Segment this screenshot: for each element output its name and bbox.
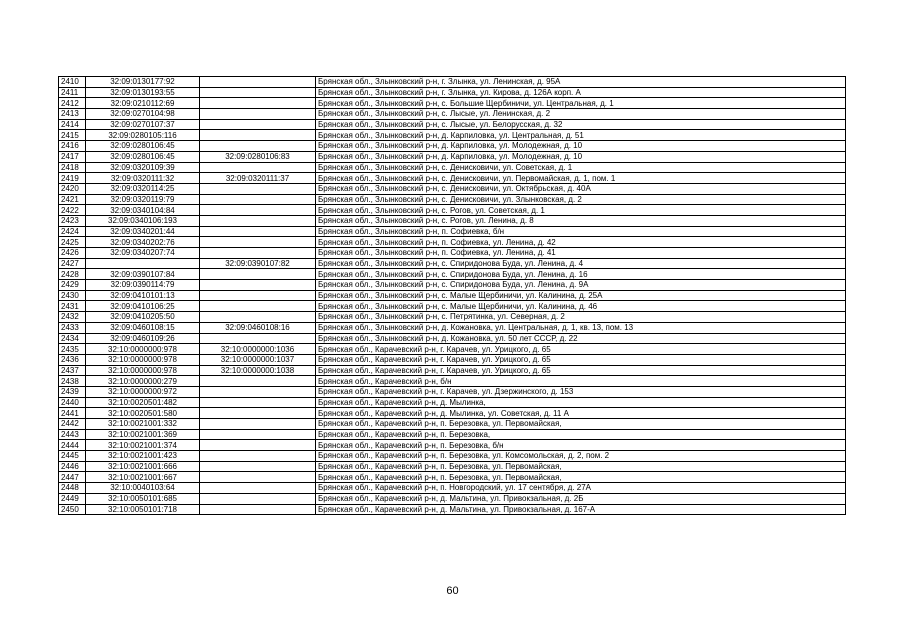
table-row bbox=[59, 151, 846, 162]
address-cell: Брянская обл., Злынковский р-н, с. Петрятинка, ул. Северная, д. 2 bbox=[316, 312, 846, 323]
object-cadastral-number-cell bbox=[200, 333, 316, 344]
cadastral-number-cell: 32:09:0340106:193 bbox=[86, 215, 200, 226]
address-cell: Брянская обл., Карачевский р-н, д. Мальтина, ул. Привокзальная, д. 167-А bbox=[316, 504, 846, 515]
table-row bbox=[59, 226, 846, 237]
address-cell: Брянская обл., Злынковский р-н, п. Софиевка, ул. Ленина, д. 41 bbox=[316, 248, 846, 259]
cadastral-number-cell: 32:09:0280106:45 bbox=[86, 151, 200, 162]
registry-table bbox=[58, 76, 846, 515]
address-cell: Брянская обл., Злынковский р-н, с. Денисковичи, ул. Злынковская, д. 2 bbox=[316, 194, 846, 205]
cadastral-number-cell: 32:10:0021001:667 bbox=[86, 472, 200, 483]
object-cadastral-number-cell bbox=[200, 205, 316, 216]
address-cell: Брянская обл., Злынковский р-н, с. Малые Щербиничи, ул. Калинина, д. 46 bbox=[316, 301, 846, 312]
page-number: 60 bbox=[446, 585, 459, 597]
row-number-cell: 2450 bbox=[59, 504, 86, 515]
table-row bbox=[59, 194, 846, 205]
address-cell: Брянская обл., Злынковский р-н, д. Карпиловка, ул. Молодежная, д. 10 bbox=[316, 151, 846, 162]
object-cadastral-number-cell bbox=[200, 280, 316, 291]
object-cadastral-number-cell bbox=[200, 98, 316, 109]
cadastral-number-cell: 32:09:0410106:25 bbox=[86, 301, 200, 312]
row-number-cell: 2414 bbox=[59, 119, 86, 130]
cadastral-number-cell: 32:09:0460109:26 bbox=[86, 333, 200, 344]
object-cadastral-number-cell: 32:09:0460108:16 bbox=[200, 322, 316, 333]
row-number-cell: 2443 bbox=[59, 429, 86, 440]
row-number-cell: 2449 bbox=[59, 493, 86, 504]
row-number-cell: 2446 bbox=[59, 461, 86, 472]
table-row bbox=[59, 483, 846, 494]
row-number-cell: 2425 bbox=[59, 237, 86, 248]
registry-table-body bbox=[59, 77, 846, 515]
cadastral-number-cell: 32:09:0340104:84 bbox=[86, 205, 200, 216]
cadastral-number-cell: 32:09:0410205:50 bbox=[86, 312, 200, 323]
object-cadastral-number-cell: 32:09:0280106:83 bbox=[200, 151, 316, 162]
table-row bbox=[59, 237, 846, 248]
address-cell: Брянская обл., Злынковский р-н, д. Карпиловка, ул. Молодежная, д. 10 bbox=[316, 141, 846, 152]
table-row bbox=[59, 87, 846, 98]
cadastral-number-cell: 32:10:0000000:978 bbox=[86, 365, 200, 376]
address-cell: Брянская обл., Карачевский р-н, г. Карачев, ул. Дзержинского, д. 153 bbox=[316, 386, 846, 397]
table-row bbox=[59, 109, 846, 120]
address-cell: Брянская обл., Карачевский р-н, д. Мылинка, ул. Советская, д. 11 А bbox=[316, 408, 846, 419]
row-number-cell: 2445 bbox=[59, 451, 86, 462]
row-number-cell: 2416 bbox=[59, 141, 86, 152]
table-row bbox=[59, 472, 846, 483]
object-cadastral-number-cell bbox=[200, 109, 316, 120]
row-number-cell: 2431 bbox=[59, 301, 86, 312]
object-cadastral-number-cell bbox=[200, 440, 316, 451]
cadastral-number-cell: 32:10:0020501:580 bbox=[86, 408, 200, 419]
table-row bbox=[59, 98, 846, 109]
address-cell: Брянская обл., Карачевский р-н, п. Березовка, ул. Первомайская, bbox=[316, 472, 846, 483]
cadastral-number-cell: 32:10:0000000:972 bbox=[86, 386, 200, 397]
object-cadastral-number-cell bbox=[200, 226, 316, 237]
address-cell: Брянская обл., Карачевский р-н, п. Березовка, ул. Первомайская, bbox=[316, 461, 846, 472]
object-cadastral-number-cell bbox=[200, 119, 316, 130]
table-row bbox=[59, 290, 846, 301]
address-cell: Брянская обл., Карачевский р-н, п. Березовка, bbox=[316, 429, 846, 440]
address-cell: Брянская обл., Злынковский р-н, п. Софиевка, ул. Ленина, д. 42 bbox=[316, 237, 846, 248]
object-cadastral-number-cell bbox=[200, 87, 316, 98]
cadastral-number-cell: 32:09:0320109:39 bbox=[86, 162, 200, 173]
table-row bbox=[59, 248, 846, 259]
cadastral-number-cell: 32:10:0021001:666 bbox=[86, 461, 200, 472]
table-row bbox=[59, 333, 846, 344]
object-cadastral-number-cell bbox=[200, 386, 316, 397]
object-cadastral-number-cell bbox=[200, 141, 316, 152]
row-number-cell: 2424 bbox=[59, 226, 86, 237]
cadastral-number-cell: 32:10:0040103:64 bbox=[86, 483, 200, 494]
object-cadastral-number-cell bbox=[200, 312, 316, 323]
cadastral-number-cell: 32:09:0410101:13 bbox=[86, 290, 200, 301]
row-number-cell: 2419 bbox=[59, 173, 86, 184]
address-cell: Брянская обл., Злынковский р-н, с. Спиридонова Буда, ул. Ленина, д. 4 bbox=[316, 258, 846, 269]
cadastral-number-cell: 32:10:0020501:482 bbox=[86, 397, 200, 408]
address-cell: Брянская обл., Злынковский р-н, д. Карпиловка, ул. Центральная, д. 51 bbox=[316, 130, 846, 141]
table-row bbox=[59, 119, 846, 130]
object-cadastral-number-cell bbox=[200, 472, 316, 483]
row-number-cell: 2442 bbox=[59, 419, 86, 430]
cadastral-number-cell: 32:09:0280105:116 bbox=[86, 130, 200, 141]
object-cadastral-number-cell: 32:10:0000000:1037 bbox=[200, 354, 316, 365]
table-row bbox=[59, 344, 846, 355]
row-number-cell: 2415 bbox=[59, 130, 86, 141]
address-cell: Брянская обл., Карачевский р-н, б/н bbox=[316, 376, 846, 387]
row-number-cell: 2428 bbox=[59, 269, 86, 280]
row-number-cell: 2422 bbox=[59, 205, 86, 216]
table-row bbox=[59, 258, 846, 269]
object-cadastral-number-cell bbox=[200, 376, 316, 387]
table-row bbox=[59, 183, 846, 194]
table-row bbox=[59, 215, 846, 226]
object-cadastral-number-cell: 32:09:0390107:82 bbox=[200, 258, 316, 269]
row-number-cell: 2418 bbox=[59, 162, 86, 173]
cadastral-number-cell: 32:09:0340202:76 bbox=[86, 237, 200, 248]
row-number-cell: 2448 bbox=[59, 483, 86, 494]
row-number-cell: 2444 bbox=[59, 440, 86, 451]
cadastral-number-cell: 32:09:0210112:69 bbox=[86, 98, 200, 109]
row-number-cell: 2410 bbox=[59, 77, 86, 88]
object-cadastral-number-cell bbox=[200, 451, 316, 462]
table-row bbox=[59, 365, 846, 376]
cadastral-number-cell: 32:10:0000000:978 bbox=[86, 344, 200, 355]
object-cadastral-number-cell bbox=[200, 183, 316, 194]
table-row bbox=[59, 130, 846, 141]
object-cadastral-number-cell bbox=[200, 397, 316, 408]
table-row bbox=[59, 312, 846, 323]
object-cadastral-number-cell bbox=[200, 301, 316, 312]
cadastral-number-cell: 32:09:0320114:25 bbox=[86, 183, 200, 194]
row-number-cell: 2427 bbox=[59, 258, 86, 269]
table-row bbox=[59, 301, 846, 312]
cadastral-number-cell: 32:09:0130193:55 bbox=[86, 87, 200, 98]
row-number-cell: 2433 bbox=[59, 322, 86, 333]
cadastral-number-cell: 32:10:0000000:279 bbox=[86, 376, 200, 387]
row-number-cell: 2413 bbox=[59, 109, 86, 120]
table-row bbox=[59, 173, 846, 184]
address-cell: Брянская обл., Злынковский р-н, с. Рогов, ул. Ленина, д. 8 bbox=[316, 215, 846, 226]
object-cadastral-number-cell: 32:10:0000000:1038 bbox=[200, 365, 316, 376]
table-row bbox=[59, 397, 846, 408]
object-cadastral-number-cell bbox=[200, 429, 316, 440]
cadastral-number-cell: 32:09:0130177:92 bbox=[86, 77, 200, 88]
cadastral-number-cell: 32:09:0320119:79 bbox=[86, 194, 200, 205]
address-cell: Брянская обл., Карачевский р-н, п. Березовка, ул. Первомайская, bbox=[316, 419, 846, 430]
cadastral-number-cell bbox=[86, 258, 200, 269]
object-cadastral-number-cell bbox=[200, 504, 316, 515]
table-row bbox=[59, 205, 846, 216]
table-row bbox=[59, 77, 846, 88]
row-number-cell: 2411 bbox=[59, 87, 86, 98]
address-cell: Брянская обл., Злынковский р-н, д. Кожановка, ул. Центральная, д. 1, кв. 13, пом. 13 bbox=[316, 322, 846, 333]
object-cadastral-number-cell bbox=[200, 237, 316, 248]
address-cell: Брянская обл., Злынковский р-н, с. Лысые, ул. Ленинская, д. 2 bbox=[316, 109, 846, 120]
row-number-cell: 2423 bbox=[59, 215, 86, 226]
table-row bbox=[59, 162, 846, 173]
address-cell: Брянская обл., Карачевский р-н, д. Мылинка, bbox=[316, 397, 846, 408]
table-row bbox=[59, 376, 846, 387]
cadastral-number-cell: 32:09:0390114:79 bbox=[86, 280, 200, 291]
cadastral-number-cell: 32:10:0000000:978 bbox=[86, 354, 200, 365]
cadastral-number-cell: 32:09:0270107:37 bbox=[86, 119, 200, 130]
address-cell: Брянская обл., Злынковский р-н, с. Денисковичи, ул. Советская, д. 1 bbox=[316, 162, 846, 173]
row-number-cell: 2426 bbox=[59, 248, 86, 259]
row-number-cell: 2439 bbox=[59, 386, 86, 397]
table-row bbox=[59, 419, 846, 430]
address-cell: Брянская обл., Злынковский р-н, г. Злынка, ул. Кирова, д. 126А корп. А bbox=[316, 87, 846, 98]
table-row bbox=[59, 461, 846, 472]
object-cadastral-number-cell bbox=[200, 130, 316, 141]
row-number-cell: 2429 bbox=[59, 280, 86, 291]
address-cell: Брянская обл., Злынковский р-н, с. Рогов, ул. Советская, д. 1 bbox=[316, 205, 846, 216]
cadastral-number-cell: 32:10:0021001:332 bbox=[86, 419, 200, 430]
address-cell: Брянская обл., Карачевский р-н, г. Карачев, ул. Урицкого, д. 65 bbox=[316, 344, 846, 355]
address-cell: Брянская обл., Карачевский р-н, п. Новгородский, ул. 17 сентября, д. 27А bbox=[316, 483, 846, 494]
address-cell: Брянская обл., Злынковский р-н, д. Кожановка, ул. 50 лет СССР, д. 22 bbox=[316, 333, 846, 344]
row-number-cell: 2432 bbox=[59, 312, 86, 323]
address-cell: Брянская обл., Злынковский р-н, с. Денисковичи, ул. Первомайская, д. 1, пом. 1 bbox=[316, 173, 846, 184]
cadastral-number-cell: 32:10:0021001:374 bbox=[86, 440, 200, 451]
row-number-cell: 2412 bbox=[59, 98, 86, 109]
row-number-cell: 2436 bbox=[59, 354, 86, 365]
table-row bbox=[59, 493, 846, 504]
table-row bbox=[59, 386, 846, 397]
cadastral-number-cell: 32:10:0050101:718 bbox=[86, 504, 200, 515]
object-cadastral-number-cell bbox=[200, 248, 316, 259]
row-number-cell: 2435 bbox=[59, 344, 86, 355]
cadastral-number-cell: 32:10:0021001:423 bbox=[86, 451, 200, 462]
row-number-cell: 2441 bbox=[59, 408, 86, 419]
row-number-cell: 2440 bbox=[59, 397, 86, 408]
row-number-cell: 2438 bbox=[59, 376, 86, 387]
cadastral-number-cell: 32:10:0050101:685 bbox=[86, 493, 200, 504]
row-number-cell: 2434 bbox=[59, 333, 86, 344]
address-cell: Брянская обл., Злынковский р-н, с. Большие Щербиничи, ул. Центральная, д. 1 bbox=[316, 98, 846, 109]
object-cadastral-number-cell: 32:10:0000000:1036 bbox=[200, 344, 316, 355]
address-cell: Брянская обл., Карачевский р-н, д. Мальтина, ул. Привокзальная, д. 2Б bbox=[316, 493, 846, 504]
row-number-cell: 2430 bbox=[59, 290, 86, 301]
table-row bbox=[59, 354, 846, 365]
object-cadastral-number-cell bbox=[200, 194, 316, 205]
object-cadastral-number-cell bbox=[200, 162, 316, 173]
cadastral-number-cell: 32:09:0280106:45 bbox=[86, 141, 200, 152]
cadastral-number-cell: 32:09:0340201:44 bbox=[86, 226, 200, 237]
address-cell: Брянская обл., Злынковский р-н, с. Лысые, ул. Белорусская, д. 32 bbox=[316, 119, 846, 130]
address-cell: Брянская обл., Карачевский р-н, г. Карачев, ул. Урицкого, д. 65 bbox=[316, 354, 846, 365]
object-cadastral-number-cell bbox=[200, 408, 316, 419]
object-cadastral-number-cell bbox=[200, 215, 316, 226]
object-cadastral-number-cell: 32:09:0320111:37 bbox=[200, 173, 316, 184]
table-row bbox=[59, 504, 846, 515]
row-number-cell: 2437 bbox=[59, 365, 86, 376]
address-cell: Брянская обл., Злынковский р-н, с. Малые Щербиничи, ул. Калинина, д. 25А bbox=[316, 290, 846, 301]
object-cadastral-number-cell bbox=[200, 419, 316, 430]
address-cell: Брянская обл., Карачевский р-н, г. Карачев, ул. Урицкого, д. 65 bbox=[316, 365, 846, 376]
table-row bbox=[59, 280, 846, 291]
table-row bbox=[59, 269, 846, 280]
cadastral-number-cell: 32:09:0460108:15 bbox=[86, 322, 200, 333]
object-cadastral-number-cell bbox=[200, 483, 316, 494]
object-cadastral-number-cell bbox=[200, 493, 316, 504]
table-row bbox=[59, 429, 846, 440]
row-number-cell: 2417 bbox=[59, 151, 86, 162]
cadastral-number-cell: 32:09:0390107:84 bbox=[86, 269, 200, 280]
cadastral-number-cell: 32:09:0320111:32 bbox=[86, 173, 200, 184]
table-row bbox=[59, 408, 846, 419]
object-cadastral-number-cell bbox=[200, 461, 316, 472]
row-number-cell: 2421 bbox=[59, 194, 86, 205]
object-cadastral-number-cell bbox=[200, 269, 316, 280]
table-row bbox=[59, 141, 846, 152]
table-row bbox=[59, 322, 846, 333]
address-cell: Брянская обл., Карачевский р-н, п. Березовка, б/н bbox=[316, 440, 846, 451]
address-cell: Брянская обл., Злынковский р-н, с. Спиридонова Буда, ул. Ленина, д. 16 bbox=[316, 269, 846, 280]
address-cell: Брянская обл., Злынковский р-н, с. Денисковичи, ул. Октябрьская, д. 40А bbox=[316, 183, 846, 194]
cadastral-number-cell: 32:09:0340207:74 bbox=[86, 248, 200, 259]
address-cell: Брянская обл., Карачевский р-н, п. Березовка, ул. Комсомольская, д. 2, пом. 2 bbox=[316, 451, 846, 462]
object-cadastral-number-cell bbox=[200, 77, 316, 88]
row-number-cell: 2447 bbox=[59, 472, 86, 483]
table-row bbox=[59, 451, 846, 462]
object-cadastral-number-cell bbox=[200, 290, 316, 301]
address-cell: Брянская обл., Злынковский р-н, с. Спиридонова Буда, ул. Ленина, д. 9А bbox=[316, 280, 846, 291]
table-row bbox=[59, 440, 846, 451]
address-cell: Брянская обл., Злынковский р-н, п. Софиевка, б/н bbox=[316, 226, 846, 237]
row-number-cell: 2420 bbox=[59, 183, 86, 194]
address-cell: Брянская обл., Злынковский р-н, г. Злынка, ул. Ленинская, д. 95А bbox=[316, 77, 846, 88]
cadastral-number-cell: 32:10:0021001:369 bbox=[86, 429, 200, 440]
cadastral-number-cell: 32:09:0270104:98 bbox=[86, 109, 200, 120]
